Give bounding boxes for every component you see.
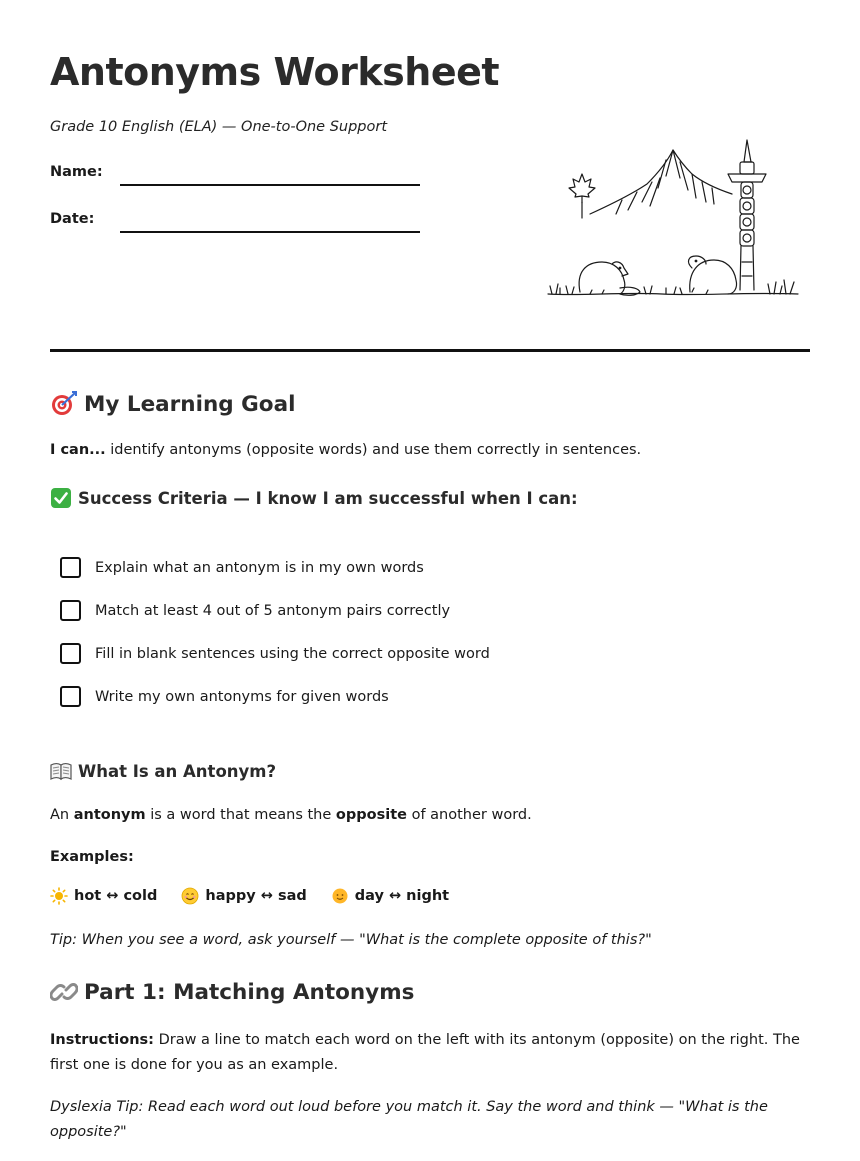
definition-keyword: opposite [335, 807, 407, 823]
page-subtitle: Grade 10 English (ELA) — One-to-One Support [50, 119, 388, 135]
definition-term: antonym [73, 807, 146, 823]
learning-goal-heading [50, 390, 295, 418]
criteria-item [60, 600, 450, 621]
learning-goal-lead: I can... [50, 442, 106, 458]
sun-icon [50, 887, 68, 905]
example-pair [331, 887, 449, 905]
part1-heading-text: Part 1: Matching Antonyms [84, 979, 415, 1005]
target-icon [50, 390, 78, 418]
examples-row [50, 887, 449, 905]
worksheet-page [50, 0, 810, 1161]
sun-face-icon [331, 887, 349, 905]
check-mark-icon [50, 487, 72, 509]
section-divider [50, 349, 810, 352]
example-text: happy ↔ sad [205, 888, 307, 904]
dyslexia-tip: Dyslexia Tip: Read each word out loud before you match it. Say the word and think — "What is the opposite?" [50, 1099, 768, 1140]
instructions-text: Draw a line to match each word on the left with its antonym (opposite) on the right. The first one is done for you as an example. [50, 1032, 800, 1073]
example-text: day ↔ night [354, 888, 450, 904]
antonym-definition [50, 803, 532, 828]
criteria-item [60, 557, 424, 578]
criteria-label: Explain what an antonym is in my own words [95, 559, 424, 576]
maple-leaf-icon [569, 174, 595, 218]
criteria-checkbox[interactable] [60, 686, 81, 707]
book-icon [50, 760, 72, 782]
criteria-label: Write my own antonyms for given words [95, 688, 389, 705]
criteria-checkbox[interactable] [60, 600, 81, 621]
what-is-antonym-heading [50, 760, 276, 782]
instructions-label: Instructions: [50, 1032, 154, 1048]
beaver-icon [579, 262, 640, 295]
mountain-icon [590, 150, 732, 214]
success-criteria-heading-text: Success Criteria — I know I am successful when I can: [78, 488, 578, 508]
criteria-label: Fill in blank sentences using the correct opposite word [95, 645, 490, 662]
definition-text: An [50, 807, 74, 823]
canadian-landscape-illustration [542, 132, 804, 302]
examples-label: Examples: [50, 849, 134, 865]
definition-text: is a word that means the [145, 807, 336, 823]
learning-goal-statement [50, 438, 641, 463]
date-field[interactable] [120, 231, 420, 233]
learning-goal-text: identify antonyms (opposite words) and use them correctly in sentences. [105, 442, 642, 458]
beaver-icon [689, 256, 737, 294]
criteria-label: Match at least 4 out of 5 antonym pairs correctly [95, 602, 451, 619]
learning-goal-heading-text: My Learning Goal [84, 391, 296, 417]
smiley-icon [181, 887, 199, 905]
grass-icon [548, 280, 798, 295]
totem-pole-icon [728, 140, 766, 290]
date-label: Date: [50, 211, 95, 227]
criteria-checkbox[interactable] [60, 557, 81, 578]
name-field[interactable] [120, 184, 420, 186]
tip-text: Tip: When you see a word, ask yourself — "What is the complete opposite of this?" [50, 932, 652, 948]
page-title: Antonyms Worksheet [50, 50, 500, 94]
example-pair [181, 887, 306, 905]
part1-heading [50, 978, 414, 1006]
link-icon [50, 978, 78, 1006]
example-text: hot ↔ cold [74, 888, 158, 904]
name-label: Name: [50, 164, 103, 180]
what-is-antonym-heading-text: What Is an Antonym? [78, 761, 277, 781]
criteria-checkbox[interactable] [60, 643, 81, 664]
definition-text: of another word. [406, 807, 532, 823]
criteria-item [60, 643, 490, 664]
success-criteria-heading [50, 487, 578, 509]
criteria-item [60, 686, 389, 707]
example-pair [50, 887, 157, 905]
part1-instructions [50, 1028, 810, 1078]
